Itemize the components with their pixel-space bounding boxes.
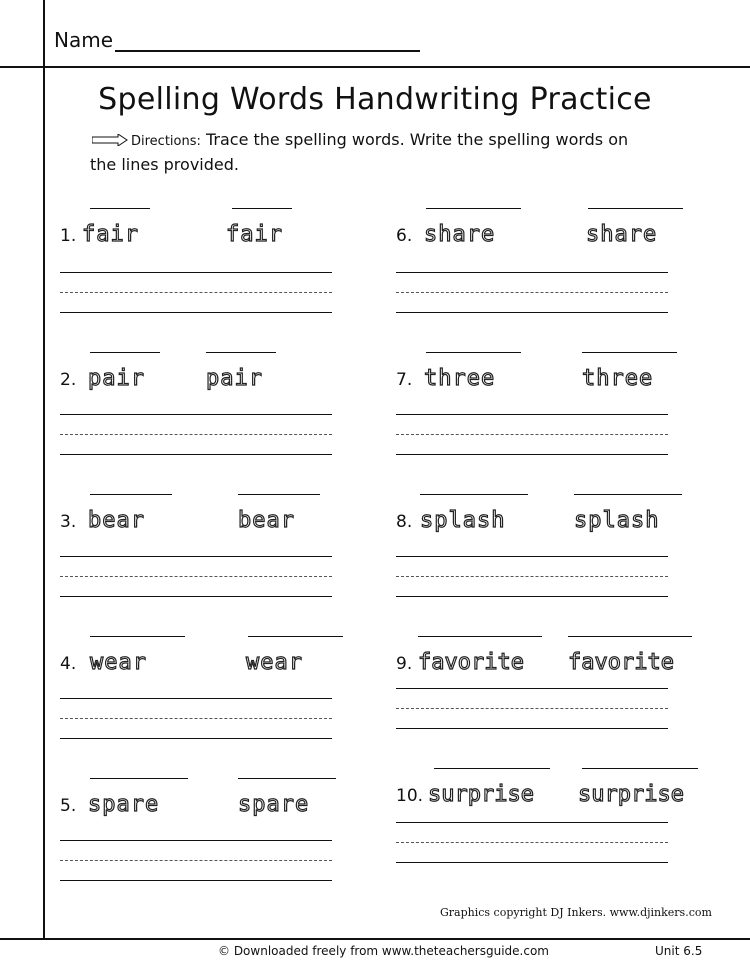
writing-line-base[interactable] [60,312,332,313]
trace-word: three [424,366,496,391]
writing-line-base[interactable] [396,862,668,863]
writing-line-mid[interactable] [60,292,332,293]
word-item [396,628,696,748]
source-credit: © Downloaded freely from www.theteachersguide.com [218,944,549,958]
writing-line-base[interactable] [60,454,332,455]
word-number: 1. [60,226,77,246]
trace-word: fair [226,222,283,247]
page-title: Spelling Words Handwriting Practice [98,82,652,117]
word-number: 2. [60,370,77,390]
word-number: 7. [396,370,413,390]
word-item [60,344,360,464]
trace-word: bear [88,508,145,533]
writing-line-top[interactable] [60,272,332,273]
writing-line-top[interactable] [396,822,668,823]
word-item [396,344,696,464]
trace-word: wear [90,650,147,675]
graphics-credit: Graphics copyright DJ Inkers. www.djinkers.com [440,906,712,919]
top-rule [0,66,750,68]
trace-word: surprise [578,782,684,807]
name-blank-line[interactable] [115,30,420,52]
word-number: 4. [60,654,77,674]
trace-word: three [582,366,654,391]
writing-line-base[interactable] [60,738,332,739]
trace-word: pair [88,366,145,391]
word-item [396,760,696,880]
word-number: 9. [396,654,413,674]
trace-word: spare [238,792,310,817]
writing-line-mid[interactable] [60,718,332,719]
word-item [396,200,696,320]
writing-line-top[interactable] [396,556,668,557]
writing-line-mid[interactable] [396,434,668,435]
trace-word: favorite [418,650,524,675]
trace-word: splash [420,508,506,533]
writing-line-top[interactable] [396,414,668,415]
word-item [60,200,360,320]
writing-line-base[interactable] [396,312,668,313]
word-number: 10. [396,786,424,806]
word-number: 6. [396,226,413,246]
trace-word: favorite [568,650,674,675]
name-field [54,28,420,52]
word-item [60,486,360,606]
directions-text-continued: the lines provided. [90,155,239,174]
writing-line-top[interactable] [396,688,668,689]
arrow-right-outline-icon [92,129,128,152]
trace-word: pair [206,366,263,391]
trace-word: wear [246,650,303,675]
trace-word: fair [82,222,139,247]
unit-label: Unit 6.5 [655,944,703,958]
trace-word: share [586,222,658,247]
writing-line-base[interactable] [396,454,668,455]
word-number: 3. [60,512,77,532]
writing-line-mid[interactable] [396,842,668,843]
bottom-rule [0,938,750,940]
word-number: 5. [60,796,77,816]
trace-word: surprise [428,782,534,807]
writing-line-mid[interactable] [60,576,332,577]
trace-word: splash [574,508,660,533]
word-item [60,770,360,890]
trace-word: spare [88,792,160,817]
word-number: 8. [396,512,413,532]
writing-line-mid[interactable] [396,708,668,709]
directions-text: Trace the spelling words. Write the spelling words on [205,130,629,149]
trace-word: share [424,222,496,247]
margin-line [43,0,45,940]
writing-line-mid[interactable] [396,292,668,293]
writing-line-mid[interactable] [396,576,668,577]
writing-line-base[interactable] [60,596,332,597]
writing-line-base[interactable] [396,596,668,597]
word-item [60,628,360,748]
writing-line-top[interactable] [396,272,668,273]
writing-line-base[interactable] [60,880,332,881]
name-label: Name [54,28,114,52]
writing-line-base[interactable] [396,728,668,729]
writing-line-top[interactable] [60,556,332,557]
directions [92,128,692,176]
writing-line-top[interactable] [60,840,332,841]
word-item [396,486,696,606]
trace-word: bear [238,508,295,533]
directions-label: Directions: [131,134,201,149]
writing-line-top[interactable] [60,698,332,699]
writing-line-mid[interactable] [60,434,332,435]
writing-line-mid[interactable] [60,860,332,861]
writing-line-top[interactable] [60,414,332,415]
